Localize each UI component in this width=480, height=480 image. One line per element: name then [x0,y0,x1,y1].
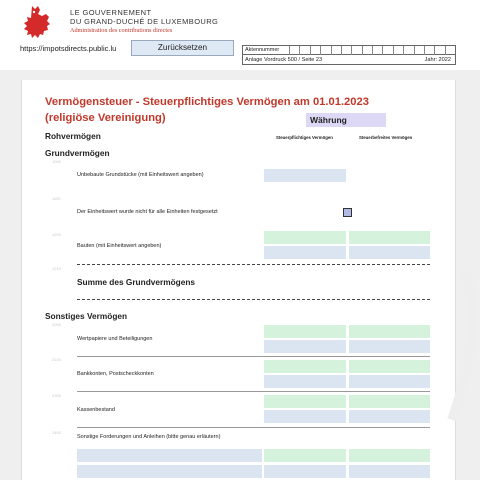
row-code: 1100 [52,196,61,201]
bankkonten-taxable-input[interactable] [264,360,346,373]
header [0,0,480,68]
wertpapiere-taxable-input[interactable] [264,325,346,338]
bankkonten-exempt-input[interactable] [349,360,430,373]
row-label-sonstige-forderungen: Sonstige Forderungen und Anleihen (bitte genau erläutern) [77,434,221,440]
kassenbestand-exempt-input[interactable] [349,395,430,408]
row-code: 1200 [52,232,61,237]
bauten-exempt-input[interactable] [349,231,430,244]
kassenbestand-exempt-extra[interactable] [349,410,430,423]
row-code: 2100 [52,357,61,362]
wertpapiere-exempt-extra[interactable] [349,340,430,353]
sonstige-description-input[interactable] [77,449,262,462]
separator [77,391,430,392]
bauten-taxable-input[interactable] [264,231,346,244]
reference-number-row [243,46,455,55]
reference-number-label: Aktennummer [245,47,280,53]
bauten-exempt-unit-input[interactable] [349,246,430,259]
separator [77,299,430,300]
reference-box [242,45,456,65]
row-label-unbebaute: Unbebaute Grundstücke (mit Einheitswert angeben) [77,172,204,178]
separator [77,427,430,428]
form-reference-row [243,56,455,65]
tax-year: Jahr: 2022 [424,57,451,63]
gov-line-1: LE GOUVERNEMENT [70,8,152,17]
sonstige-taxable-extra[interactable] [264,465,346,478]
sonstige-exempt-input[interactable] [349,449,430,462]
row-label-bankkonten: Bankkonten, Postscheckkonten [77,371,154,377]
gov-line-2: DU GRAND-DUCHÉ DE LUXEMBOURG [70,17,219,26]
wertpapiere-taxable-extra[interactable] [264,340,346,353]
luxembourg-lion-icon [22,4,54,40]
watermark-graphic [432,260,480,430]
reset-button[interactable]: Zurücksetzen [131,40,234,56]
sonstige-exempt-extra[interactable] [349,465,430,478]
section-grundvermoegen: Grundvermögen [45,148,110,158]
form-title: Vermögensteuer - Steuerpflichtiges Vermögen am 01.01.2023 [45,96,369,108]
row-label-einheitswert: Der Einheitswert wurde nicht für alle Einheiten festgesetzt [77,209,218,215]
row-label-wertpapiere: Wertpapiere und Beteiligungen [77,336,153,342]
bauten-taxable-unit-input[interactable] [264,246,346,259]
column-header-exempt: Steuerbefreites Vermögen [359,135,413,140]
row-label-kassenbestand: Kassenbestand [77,407,115,413]
currency-field[interactable]: Währung [306,113,386,127]
row-code: 2400 [52,430,61,435]
row-code: 1000 [52,159,61,164]
form-reference: Anlage Vordruck 500 / Seite 23 [245,57,323,63]
einheitswert-checkbox[interactable] [343,208,352,217]
column-header-taxable: Steuerpflichtiges Vermögen [276,135,333,140]
form-subtitle: (religiöse Vereinigung) [45,112,166,124]
sonstige-description-extra[interactable] [77,465,262,478]
unbebaute-taxable-input[interactable] [264,169,346,182]
site-url[interactable]: https://impotsdirects.public.lu [20,44,117,53]
row-code: 2300 [52,393,61,398]
row-label-bauten: Bauten (mit Einheitswert angeben) [77,243,162,249]
row-code: 1210 [52,266,61,271]
bankkonten-exempt-extra[interactable] [349,375,430,388]
row-code: 2000 [52,322,61,327]
gov-line-3: Administration des contributions directes [70,27,173,34]
bankkonten-taxable-extra[interactable] [264,375,346,388]
separator [77,264,430,265]
section-rohvermoegen: Rohvermögen [45,131,101,141]
sonstige-taxable-input[interactable] [264,449,346,462]
reference-number-cells[interactable] [289,46,455,55]
kassenbestand-taxable-extra[interactable] [264,410,346,423]
kassenbestand-taxable-input[interactable] [264,395,346,408]
section-sonstiges: Sonstiges Vermögen [45,311,128,321]
separator [77,356,430,357]
wertpapiere-exempt-input[interactable] [349,325,430,338]
row-label-summe: Summe des Grundvermögens [77,277,196,287]
